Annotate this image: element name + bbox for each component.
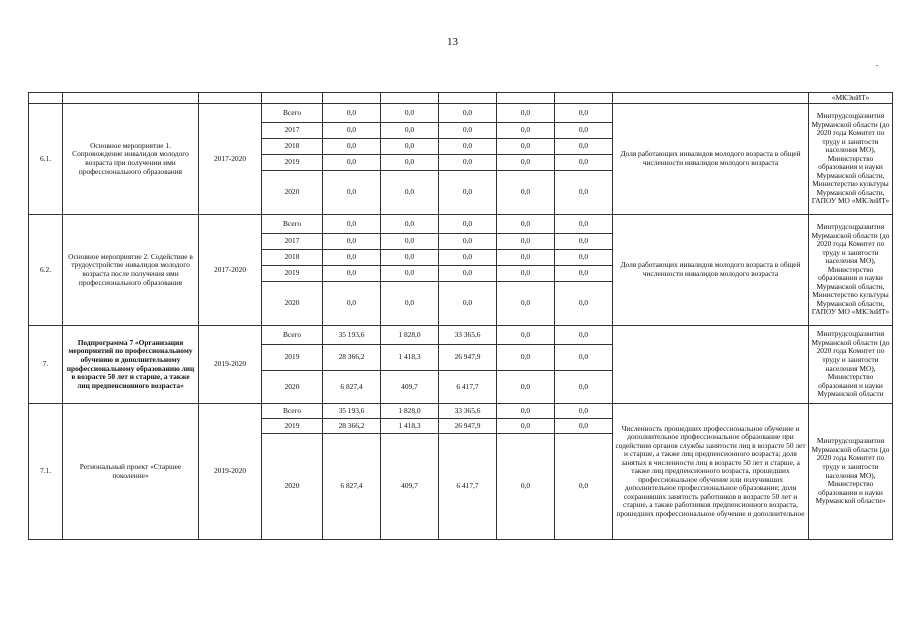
value-local: 0,0 xyxy=(497,419,555,434)
value-local: 0,0 xyxy=(497,404,555,419)
value-other: 0,0 xyxy=(555,155,613,171)
period: 2017-2020 xyxy=(199,104,262,215)
value-federal: 0,0 xyxy=(439,123,497,139)
value-federal: 26 947,9 xyxy=(439,345,497,371)
value-total: 0,0 xyxy=(323,123,381,139)
value-regional: 0,0 xyxy=(381,215,439,234)
year-cell: 2019 xyxy=(262,419,323,434)
value-total: 0,0 xyxy=(323,139,381,155)
value-total: 35 193,6 xyxy=(323,404,381,419)
indicator-cell: Доля работающих инвалидов молодого возраста в общей численности инвалидов молодого возраста xyxy=(613,215,809,326)
value-local: 0,0 xyxy=(497,326,555,345)
value-total: 28 366,2 xyxy=(323,345,381,371)
executor-cell: Минтрудсоцразвития Мурманской области (до 2020 года Комитет по труду и занятости населения МО), Министерство образования и науки Мурманской области, Министерство культуры Мурманской области, ГАПОУ МО «МКЭиИТ» xyxy=(809,104,893,215)
value-local: 0,0 xyxy=(497,371,555,404)
value-other: 0,0 xyxy=(555,419,613,434)
value-total: 0,0 xyxy=(323,266,381,282)
value-other: 0,0 xyxy=(555,123,613,139)
value-local: 0,0 xyxy=(497,282,555,326)
measure-name: Основное мероприятие 2. Содействие в трудоустройстве инвалидов молодого возраста после получения ими профессионального образования xyxy=(63,215,199,326)
year-cell: Всего xyxy=(262,215,323,234)
value-total: 28 366,2 xyxy=(323,419,381,434)
value-local: 0,0 xyxy=(497,266,555,282)
value-total: 0,0 xyxy=(323,155,381,171)
value-local: 0,0 xyxy=(497,155,555,171)
indicator-cell: Численность прошедших профессиональное обучение и дополнительное профессиональное образование при содействии органов службы занятости лиц в возрасте 50 лет и старше, а также лиц предпенсионного возраста; доля занятых в численности лиц в возрасте 50 лет и старше, а также лиц предпенсионного возраста, прошедших профессиональное обучение или получивших дополнительное профессиональное образование; доля сохранивших занятость работников в возрасте 50 лет и старше, а также работников предпенсионного возраста, прошедших профессиональное обучение и дополнительное xyxy=(613,404,809,540)
table-row xyxy=(29,215,893,234)
value-regional: 1 828,0 xyxy=(381,326,439,345)
value-regional: 0,0 xyxy=(381,282,439,326)
program-table xyxy=(28,92,893,540)
value-federal: 26 947,9 xyxy=(439,419,497,434)
value-other: 0,0 xyxy=(555,215,613,234)
year-cell: Всего xyxy=(262,326,323,345)
indicator-cell xyxy=(613,326,809,404)
value-total: 0,0 xyxy=(323,215,381,234)
year-cell: 2020 xyxy=(262,171,323,215)
value-other: 0,0 xyxy=(555,326,613,345)
indicator-cell: Доля работающих инвалидов молодого возраста в общей численности инвалидов молодого возраста xyxy=(613,104,809,215)
value-other: 0,0 xyxy=(555,266,613,282)
value-local: 0,0 xyxy=(497,234,555,250)
value-federal: 0,0 xyxy=(439,104,497,123)
value-total: 0,0 xyxy=(323,282,381,326)
value-local: 0,0 xyxy=(497,434,555,540)
year-cell: 2020 xyxy=(262,434,323,540)
value-federal: 0,0 xyxy=(439,215,497,234)
period: 2017-2020 xyxy=(199,215,262,326)
period: 2019-2020 xyxy=(199,404,262,540)
year-cell: 2017 xyxy=(262,234,323,250)
value-other: 0,0 xyxy=(555,171,613,215)
value-total: 6 827,4 xyxy=(323,371,381,404)
value-federal: 6 417,7 xyxy=(439,434,497,540)
item-number: 7. xyxy=(29,326,63,404)
year-cell: 2020 xyxy=(262,371,323,404)
value-regional: 0,0 xyxy=(381,234,439,250)
value-local: 0,0 xyxy=(497,171,555,215)
value-local: 0,0 xyxy=(497,345,555,371)
year-cell: 2018 xyxy=(262,139,323,155)
item-number: 6.1. xyxy=(29,104,63,215)
value-local: 0,0 xyxy=(497,250,555,266)
value-total: 0,0 xyxy=(323,250,381,266)
value-regional: 409,7 xyxy=(381,371,439,404)
year-cell: Всего xyxy=(262,404,323,419)
value-regional: 0,0 xyxy=(381,250,439,266)
year-cell: 2019 xyxy=(262,345,323,371)
table-row xyxy=(29,404,893,419)
value-regional: 0,0 xyxy=(381,139,439,155)
value-regional: 0,0 xyxy=(381,155,439,171)
value-regional: 1 418,3 xyxy=(381,345,439,371)
value-federal: 6 417,7 xyxy=(439,371,497,404)
value-regional: 0,0 xyxy=(381,266,439,282)
table-row xyxy=(29,104,893,123)
measure-name: Региональный проект «Старшее поколение» xyxy=(63,404,199,540)
year-cell: Всего xyxy=(262,104,323,123)
executor-cell: Минтрудсоцразвития Мурманской области (до 2020 года Комитет по труду и занятости населения МО), Министерство образования и науки Мурманской области xyxy=(809,326,893,404)
value-federal: 0,0 xyxy=(439,250,497,266)
value-local: 0,0 xyxy=(497,104,555,123)
value-local: 0,0 xyxy=(497,139,555,155)
item-number: 6.2. xyxy=(29,215,63,326)
value-other: 0,0 xyxy=(555,345,613,371)
value-total: 6 827,4 xyxy=(323,434,381,540)
value-federal: 0,0 xyxy=(439,282,497,326)
year-cell: 2018 xyxy=(262,250,323,266)
value-regional: 1 828,0 xyxy=(381,404,439,419)
executor-cell: «МКЭиИТ» xyxy=(809,93,893,104)
value-regional: 409,7 xyxy=(381,434,439,540)
value-other: 0,0 xyxy=(555,139,613,155)
measure-name: Основное мероприятие 1. Сопровождение инвалидов молодого возраста при получении ими профессионального образования xyxy=(63,104,199,215)
period: 2019-2020 xyxy=(199,326,262,404)
item-number: 7.1. xyxy=(29,404,63,540)
value-regional: 0,0 xyxy=(381,171,439,215)
value-local: 0,0 xyxy=(497,123,555,139)
value-federal: 33 365,6 xyxy=(439,326,497,345)
year-cell: 2017 xyxy=(262,123,323,139)
year-cell: 2019 xyxy=(262,155,323,171)
value-regional: 1 418,3 xyxy=(381,419,439,434)
value-other: 0,0 xyxy=(555,404,613,419)
value-other: 0,0 xyxy=(555,250,613,266)
value-total: 0,0 xyxy=(323,234,381,250)
value-federal: 0,0 xyxy=(439,139,497,155)
value-regional: 0,0 xyxy=(381,123,439,139)
value-regional: 0,0 xyxy=(381,104,439,123)
value-other: 0,0 xyxy=(555,282,613,326)
value-other: 0,0 xyxy=(555,434,613,540)
page-number: 13 xyxy=(447,36,458,48)
value-federal: 0,0 xyxy=(439,171,497,215)
executor-cell: Минтрудсоцразвития Мурманской области (до 2020 года Комитет по труду и занятости населения МО), Министерство образования и науки Мурманской области, Министерство культуры Мурманской области, ГАПОУ МО «МКЭиИТ» xyxy=(809,215,893,326)
value-federal: 0,0 xyxy=(439,234,497,250)
value-other: 0,0 xyxy=(555,371,613,404)
value-other: 0,0 xyxy=(555,104,613,123)
value-federal: 33 365,6 xyxy=(439,404,497,419)
year-cell: 2019 xyxy=(262,266,323,282)
value-total: 0,0 xyxy=(323,171,381,215)
value-total: 0,0 xyxy=(323,104,381,123)
value-federal: 0,0 xyxy=(439,155,497,171)
value-total: 35 193,6 xyxy=(323,326,381,345)
value-federal: 0,0 xyxy=(439,266,497,282)
executor-cell: Минтрудсоцразвития Мурманской области (до 2020 года Комитет по труду и занятости населения МО), Министерство образования и науки Мурманской области» xyxy=(809,404,893,540)
table-row xyxy=(29,326,893,345)
page-mark: . xyxy=(876,58,879,68)
year-cell: 2020 xyxy=(262,282,323,326)
value-local: 0,0 xyxy=(497,215,555,234)
value-other: 0,0 xyxy=(555,234,613,250)
table-continuation-row xyxy=(29,93,893,104)
measure-name: Подпрограмма 7 «Организация мероприятий по профессиональному обучению и дополнительному профессиональному образованию лиц в возрасте 50 лет и старше, а также лиц предпенсионного возраста» xyxy=(63,326,199,404)
